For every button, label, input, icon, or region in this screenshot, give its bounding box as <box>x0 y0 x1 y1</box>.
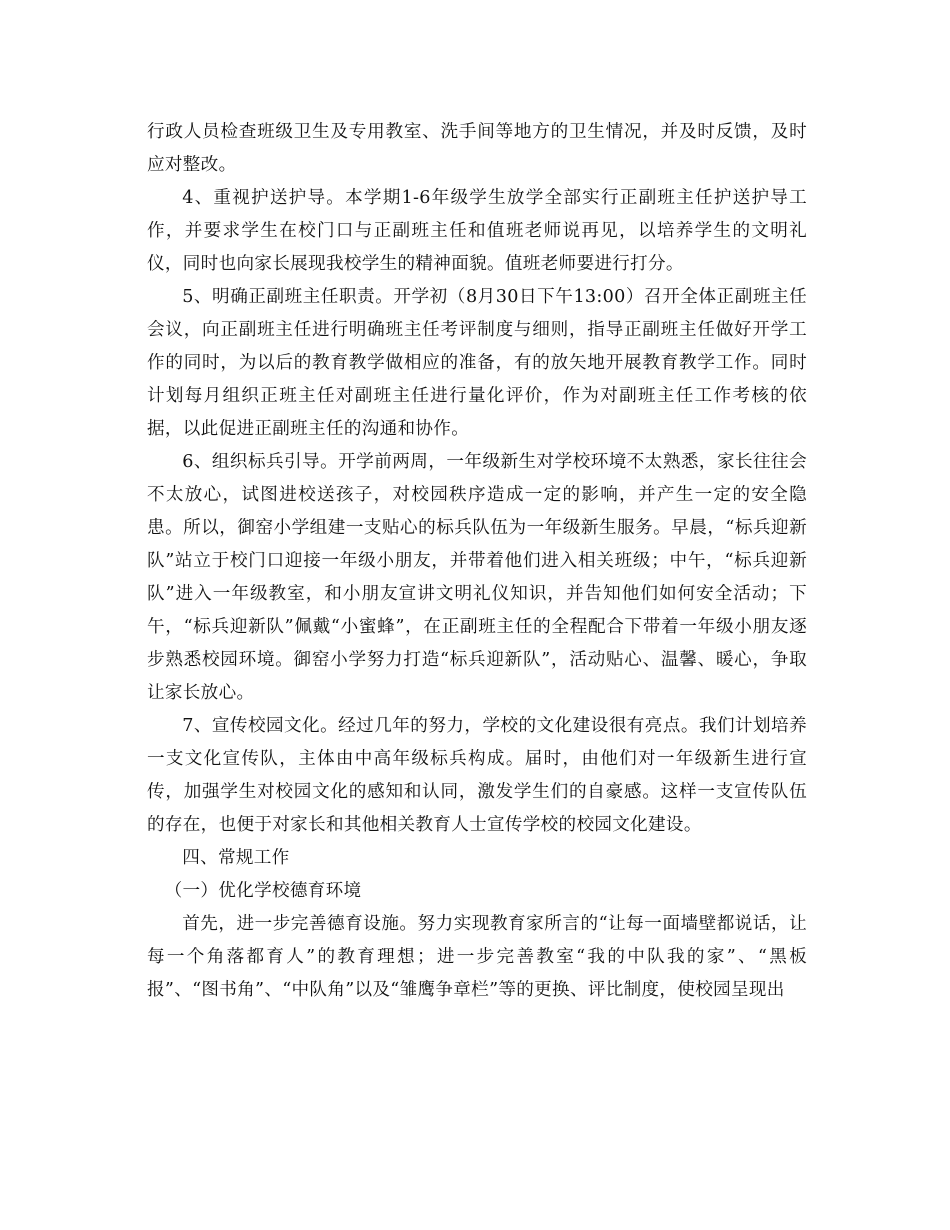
paragraph-moral-facilities: 首先，进一步完善德育设施。努力实现教育家所言的“让每一面墙壁都说话，让每一个角落都育人”的教育理想；进一步完善教室“我的中队我的家”、“黑板报”、“图书角”、“中队角”以及“雏鹰争章栏”等的更换、评比制度，使校园呈现出 <box>147 914 807 1000</box>
paragraph-model-guidance: 6、组织标兵引导。开学前两周，一年级新生对学校环境不太熟悉，家长往往会不太放心，试图进校送孩子，对校园秩序造成一定的影响，并产生一定的安全隐患。所以，御窑小学组建一支贴心的标兵队伍为一年级新生服务。早晨，“标兵迎新队”站立于校门口迎接一年级小朋友，并带着他们进入相关班级；中午，“标兵迎新队”进入一年级教室，和小朋友宣讲文明礼仪知识，并告知他们如何安全活动；下午，“标兵迎新队”佩戴“小蜜蜂”，在正副班主任的全程配合下带着一年级小朋友逐步熟悉校园环境。御窑小学努力打造“标兵迎新队”，活动贴心、温馨、暖心，争取让家长放心。 <box>147 452 807 703</box>
paragraph-campus-culture: 7、宣传校园文化。经过几年的努力，学校的文化建设很有亮点。我们计划培养一支文化宣传队，主体由中高年级标兵构成。届时，由他们对一年级新生进行宣传，加强学生对校园文化的感知和认同，激发学生们的自豪感。这样一支宣传队伍的存在，也便于对家长和其他相关教育人士宣传学校的校园文化建设。 <box>147 716 807 835</box>
paragraph-escort-guidance: 4、重视护送护导。本学期1-6年级学生放学全部实行正副班主任护送护导工作，并要求学生在校门口与正副班主任和值班老师说再见，以培养学生的文明礼仪，同时也向家长展现我校学生的精神面貌。值班老师要进行打分。 <box>147 188 807 274</box>
document-page <box>147 116 807 1007</box>
paragraph-teacher-duties: 5、明确正副班主任职责。开学初（8月30日下午13:00）召开全体正副班主任会议，向正副班主任进行明确班主任考评制度与细则，指导正副班主任做好开学工作的同时，为以后的教育教学做相应的准备，有的放矢地开展教育教学工作。同时计划每月组织正班主任对副班主任进行量化评价，作为对副班主任工作考核的依据，以此促进正副班主任的沟通和协作。 <box>147 287 807 439</box>
subsection-heading-moral-environment: （一）优化学校德育环境 <box>164 881 362 901</box>
section-heading-routine-work: 四、常规工作 <box>182 848 290 868</box>
paragraph-hygiene-check: 行政人员检查班级卫生及专用教室、洗手间等地方的卫生情况，并及时反馈，及时应对整改。 <box>147 122 807 175</box>
